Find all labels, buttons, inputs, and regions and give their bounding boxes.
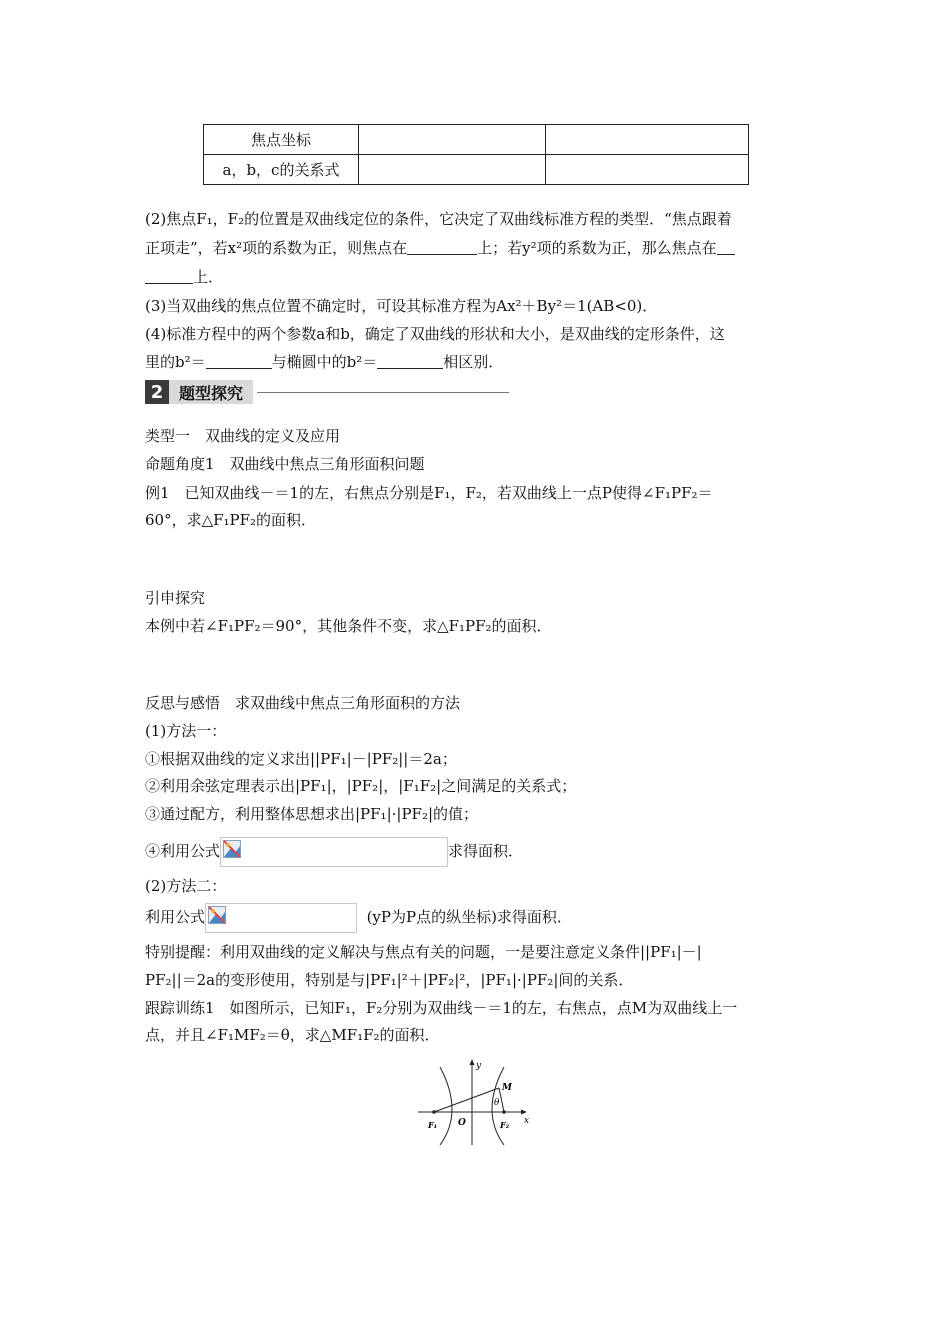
tip-line1: 特别提醒：利用双曲线的定义解决与焦点有关的问题，一是要注意定义条件||PF₁|－| [145, 943, 702, 961]
y-axis-arrow [470, 1059, 475, 1065]
practice-line2: 点，并且∠F₁MF₂＝θ，求△MF₁F₂的面积． [145, 1026, 440, 1044]
broken-image-icon [208, 906, 226, 924]
para4-text-c: 相区别． [443, 353, 504, 371]
formula-image-placeholder [205, 903, 357, 933]
example1-line2: 60°，求△F₁PF₂的面积． [145, 511, 317, 529]
x-axis-arrow [521, 1110, 527, 1115]
label-x: x [524, 1116, 530, 1126]
point-f1 [432, 1110, 436, 1114]
fill-blank [206, 354, 272, 369]
point-f2 [502, 1110, 506, 1114]
method1-step3: ③通过配方，利用整体思想求出|PF₁|·|PF₂|的值； [145, 805, 479, 823]
para4-line2 [145, 350, 503, 374]
label-o: O [458, 1118, 466, 1128]
para4-text-b: 与椭圆中的b²＝ [271, 353, 378, 371]
formula-image-placeholder [220, 837, 448, 867]
method1-step1: ①根据双曲线的定义求出||PF₁|－|PF₂||＝2a； [145, 750, 457, 768]
table-cell-blank [359, 125, 546, 155]
section-header [145, 380, 509, 404]
label-y: y [476, 1061, 482, 1071]
angle-heading: 命题角度1 双曲线中焦点三角形面积问题 [145, 455, 425, 473]
table-row [204, 155, 749, 185]
example1-line1: 例1 已知双曲线－＝1的左，右焦点分别是F₁，F₂，若双曲线上一点P使得∠F₁PF₂＝ [145, 484, 713, 502]
hyperbola-figure [414, 1055, 534, 1150]
table-cell-label: 焦点坐标 [204, 125, 359, 155]
table-cell-label: a，b，c的关系式 [204, 155, 359, 185]
method1-step2: ②利用余弦定理表示出|PF₁|，|PF₂|，|F₁F₂|之间满足的关系式； [145, 777, 577, 795]
method2-label: (2)方法二： [145, 877, 227, 895]
section-number: 2 [145, 380, 169, 404]
section-title: 题型探究 [169, 380, 253, 404]
para2-text-c: 上． [193, 268, 224, 286]
segment-f1-m [434, 1088, 499, 1112]
extension-title: 引申探究 [145, 589, 206, 607]
method1-label: (1)方法一： [145, 722, 227, 740]
hyperbola-info-table [203, 124, 749, 185]
step4-text-b: 求得面积． [448, 842, 524, 860]
fill-blank [717, 240, 735, 255]
table-cell-blank [546, 155, 749, 185]
table-cell-blank [359, 155, 546, 185]
fill-blank [377, 354, 443, 369]
type-heading: 类型一 双曲线的定义及应用 [145, 427, 341, 445]
tip-line2: PF₂||＝2a的变形使用，特别是与|PF₁|²＋|PF₂|²，|PF₁|·|PF₂|间的关系． [145, 971, 634, 989]
section-rule [257, 392, 509, 393]
para2-text-b: 上；若y²项的系数为正，那么焦点在 [477, 239, 717, 257]
para2-text-a: 正项走”，若x²项的系数为正，则焦点在 [145, 239, 408, 257]
para4-text-a: 里的b²＝ [145, 353, 206, 371]
method2-text-b: (yP为P点的纵坐标)求得面积． [366, 908, 572, 926]
table-cell-blank [546, 125, 749, 155]
step4-text-a: ④利用公式 [145, 842, 221, 860]
fill-blank [145, 269, 193, 284]
label-f1: F₁ [428, 1120, 438, 1130]
broken-image-icon [223, 840, 241, 858]
method2-formula [145, 901, 572, 933]
method2-text-a: 利用公式 [145, 908, 206, 926]
para2-line2 [145, 236, 735, 260]
label-f2: F₂ [500, 1120, 510, 1130]
label-theta: θ [494, 1098, 500, 1108]
table-row [204, 125, 749, 155]
reflection-title: 反思与感悟 求双曲线中焦点三角形面积的方法 [145, 694, 461, 712]
para2-line3 [145, 265, 223, 289]
method1-step4 [145, 835, 523, 867]
para3: (3)当双曲线的焦点位置不确定时，可设其标准方程为Ax²＋By²＝1(AB<0)． [145, 297, 658, 315]
fill-blank [407, 240, 477, 255]
practice-line1: 跟踪训练1 如图所示，已知F₁，F₂分别为双曲线－＝1的左，右焦点，点M为双曲线上一 [145, 999, 738, 1017]
label-m: M [502, 1083, 512, 1093]
para2-line1: (2)焦点F₁，F₂的位置是双曲线定位的条件，它决定了双曲线标准方程的类型．“焦点跟着 [145, 210, 732, 228]
extension-text: 本例中若∠F₁PF₂＝90°，其他条件不变，求△F₁PF₂的面积． [145, 617, 552, 635]
para4-line1: (4)标准方程中的两个参数a和b，确定了双曲线的形状和大小，是双曲线的定形条件，这 [145, 325, 725, 343]
